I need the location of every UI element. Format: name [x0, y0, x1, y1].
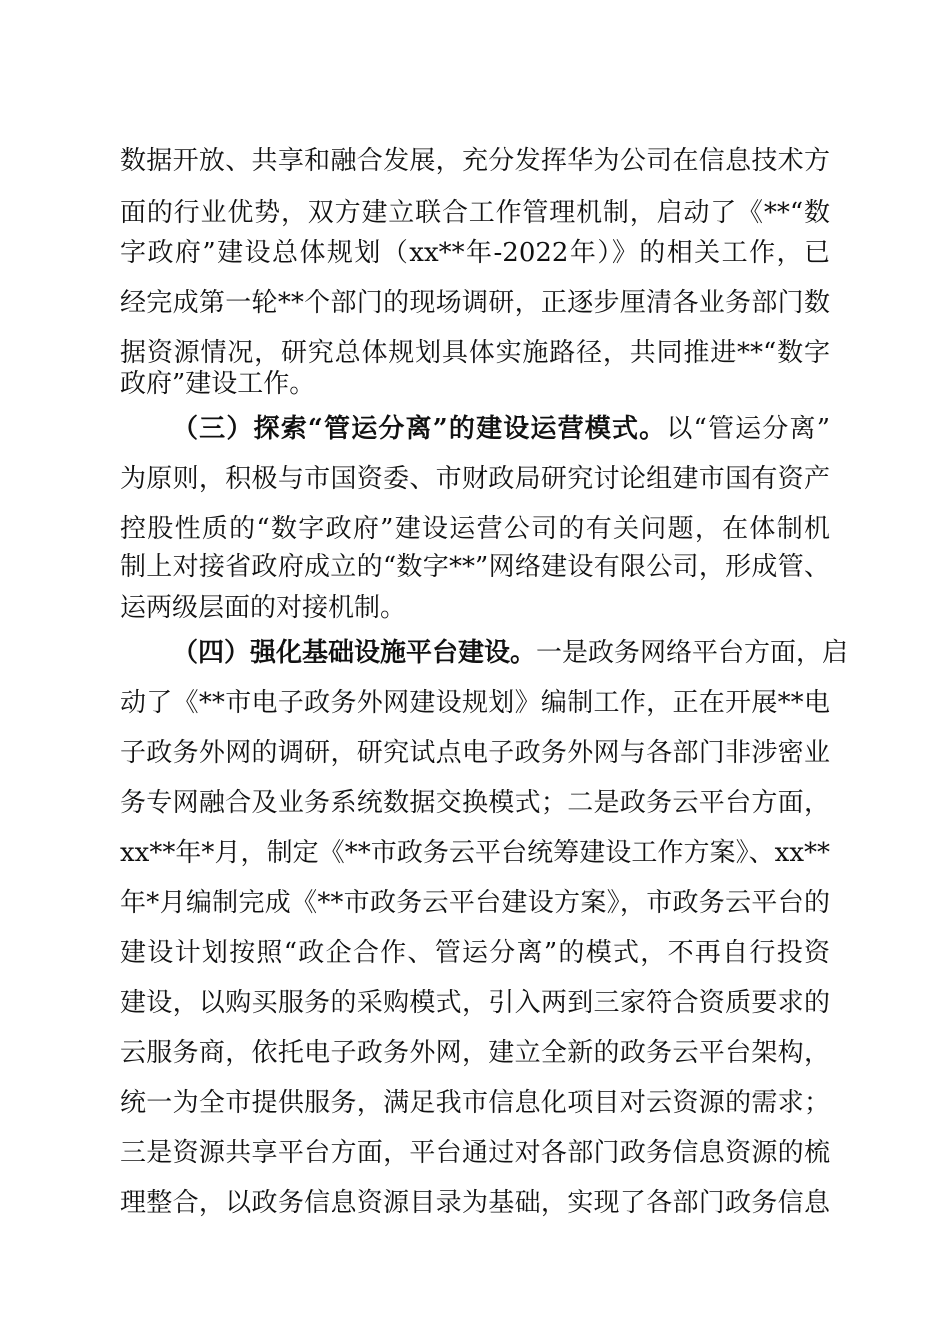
paragraph-3-line-5: xx**年*月，制定《**市政务云平台统筹建设工作方案》、xx**: [120, 838, 830, 868]
paragraph-1-line-2: 面的行业优势，双方建立联合工作管理机制，启动了《**“数: [120, 198, 830, 228]
paragraph-3-line-1: [172, 633, 849, 673]
paragraph-2-heading: （三）探索“管运分离”的建设运营模式。: [172, 414, 667, 444]
paragraph-3-line-8: 建设，以购买服务的采购模式，引入两到三家符合资质要求的: [120, 988, 830, 1018]
paragraph-2-first-line-text: 以“管运分离”: [666, 414, 830, 444]
paragraph-2-line-2: 为原则，积极与市国资委、市财政局研究讨论组建市国有资产: [120, 464, 830, 494]
paragraph-3-line-7: 建设计划按照“政企合作、管运分离”的模式，不再自行投资: [120, 938, 830, 968]
paragraph-1-line-5: 据资源情况，研究总体规划具体实施路径，共同推进**“数字: [120, 338, 830, 368]
paragraph-3-line-9: 云服务商，依托电子政务外网，建立全新的政务云平台架构，: [120, 1038, 830, 1068]
paragraph-3-first-line-text: 一是政务网络平台方面，启: [536, 638, 849, 668]
paragraph-1-line-4: 经完成第一轮**个部门的现场调研，正逐步厘清各业务部门数: [120, 288, 830, 318]
paragraph-3-heading: （四）强化基础设施平台建设。: [172, 638, 537, 668]
paragraph-2-line-3: 控股性质的“数字政府”建设运营公司的有关问题，在体制机: [120, 514, 830, 544]
paragraph-2-line-4: 制上对接省政府成立的“数字**”网络建设有限公司，形成管、: [120, 552, 830, 582]
paragraph-1-line-6: 政府”建设工作。: [120, 369, 316, 399]
paragraph-1-line-1: 数据开放、共享和融合发展，充分发挥华为公司在信息技术方: [120, 146, 830, 176]
paragraph-3-line-11: 三是资源共享平台方面，平台通过对各部门政务信息资源的梳: [120, 1138, 830, 1168]
paragraph-3-line-12: 理整合，以政务信息资源目录为基础，实现了各部门政务信息: [120, 1188, 830, 1218]
paragraph-3-line-6: 年*月编制完成《**市政务云平台建设方案》，市政务云平台的: [120, 888, 830, 918]
paragraph-3-line-4: 务专网融合及业务系统数据交换模式；二是政务云平台方面，: [120, 788, 830, 818]
paragraph-3-line-3: 子政务外网的调研，研究试点电子政务外网与各部门非涉密业: [120, 738, 830, 768]
paragraph-2-line-5: 运两级层面的对接机制。: [120, 593, 407, 623]
paragraph-3-line-10: 统一为全市提供服务，满足我市信息化项目对云资源的需求；: [120, 1088, 830, 1118]
paragraph-2-line-1: [172, 409, 830, 449]
paragraph-1-line-3: 字政府”建设总体规划（xx**年-2022年）》的相关工作，已: [120, 238, 830, 268]
paragraph-3-line-2: 动了《**市电子政务外网建设规划》编制工作，正在开展**电: [120, 688, 830, 718]
